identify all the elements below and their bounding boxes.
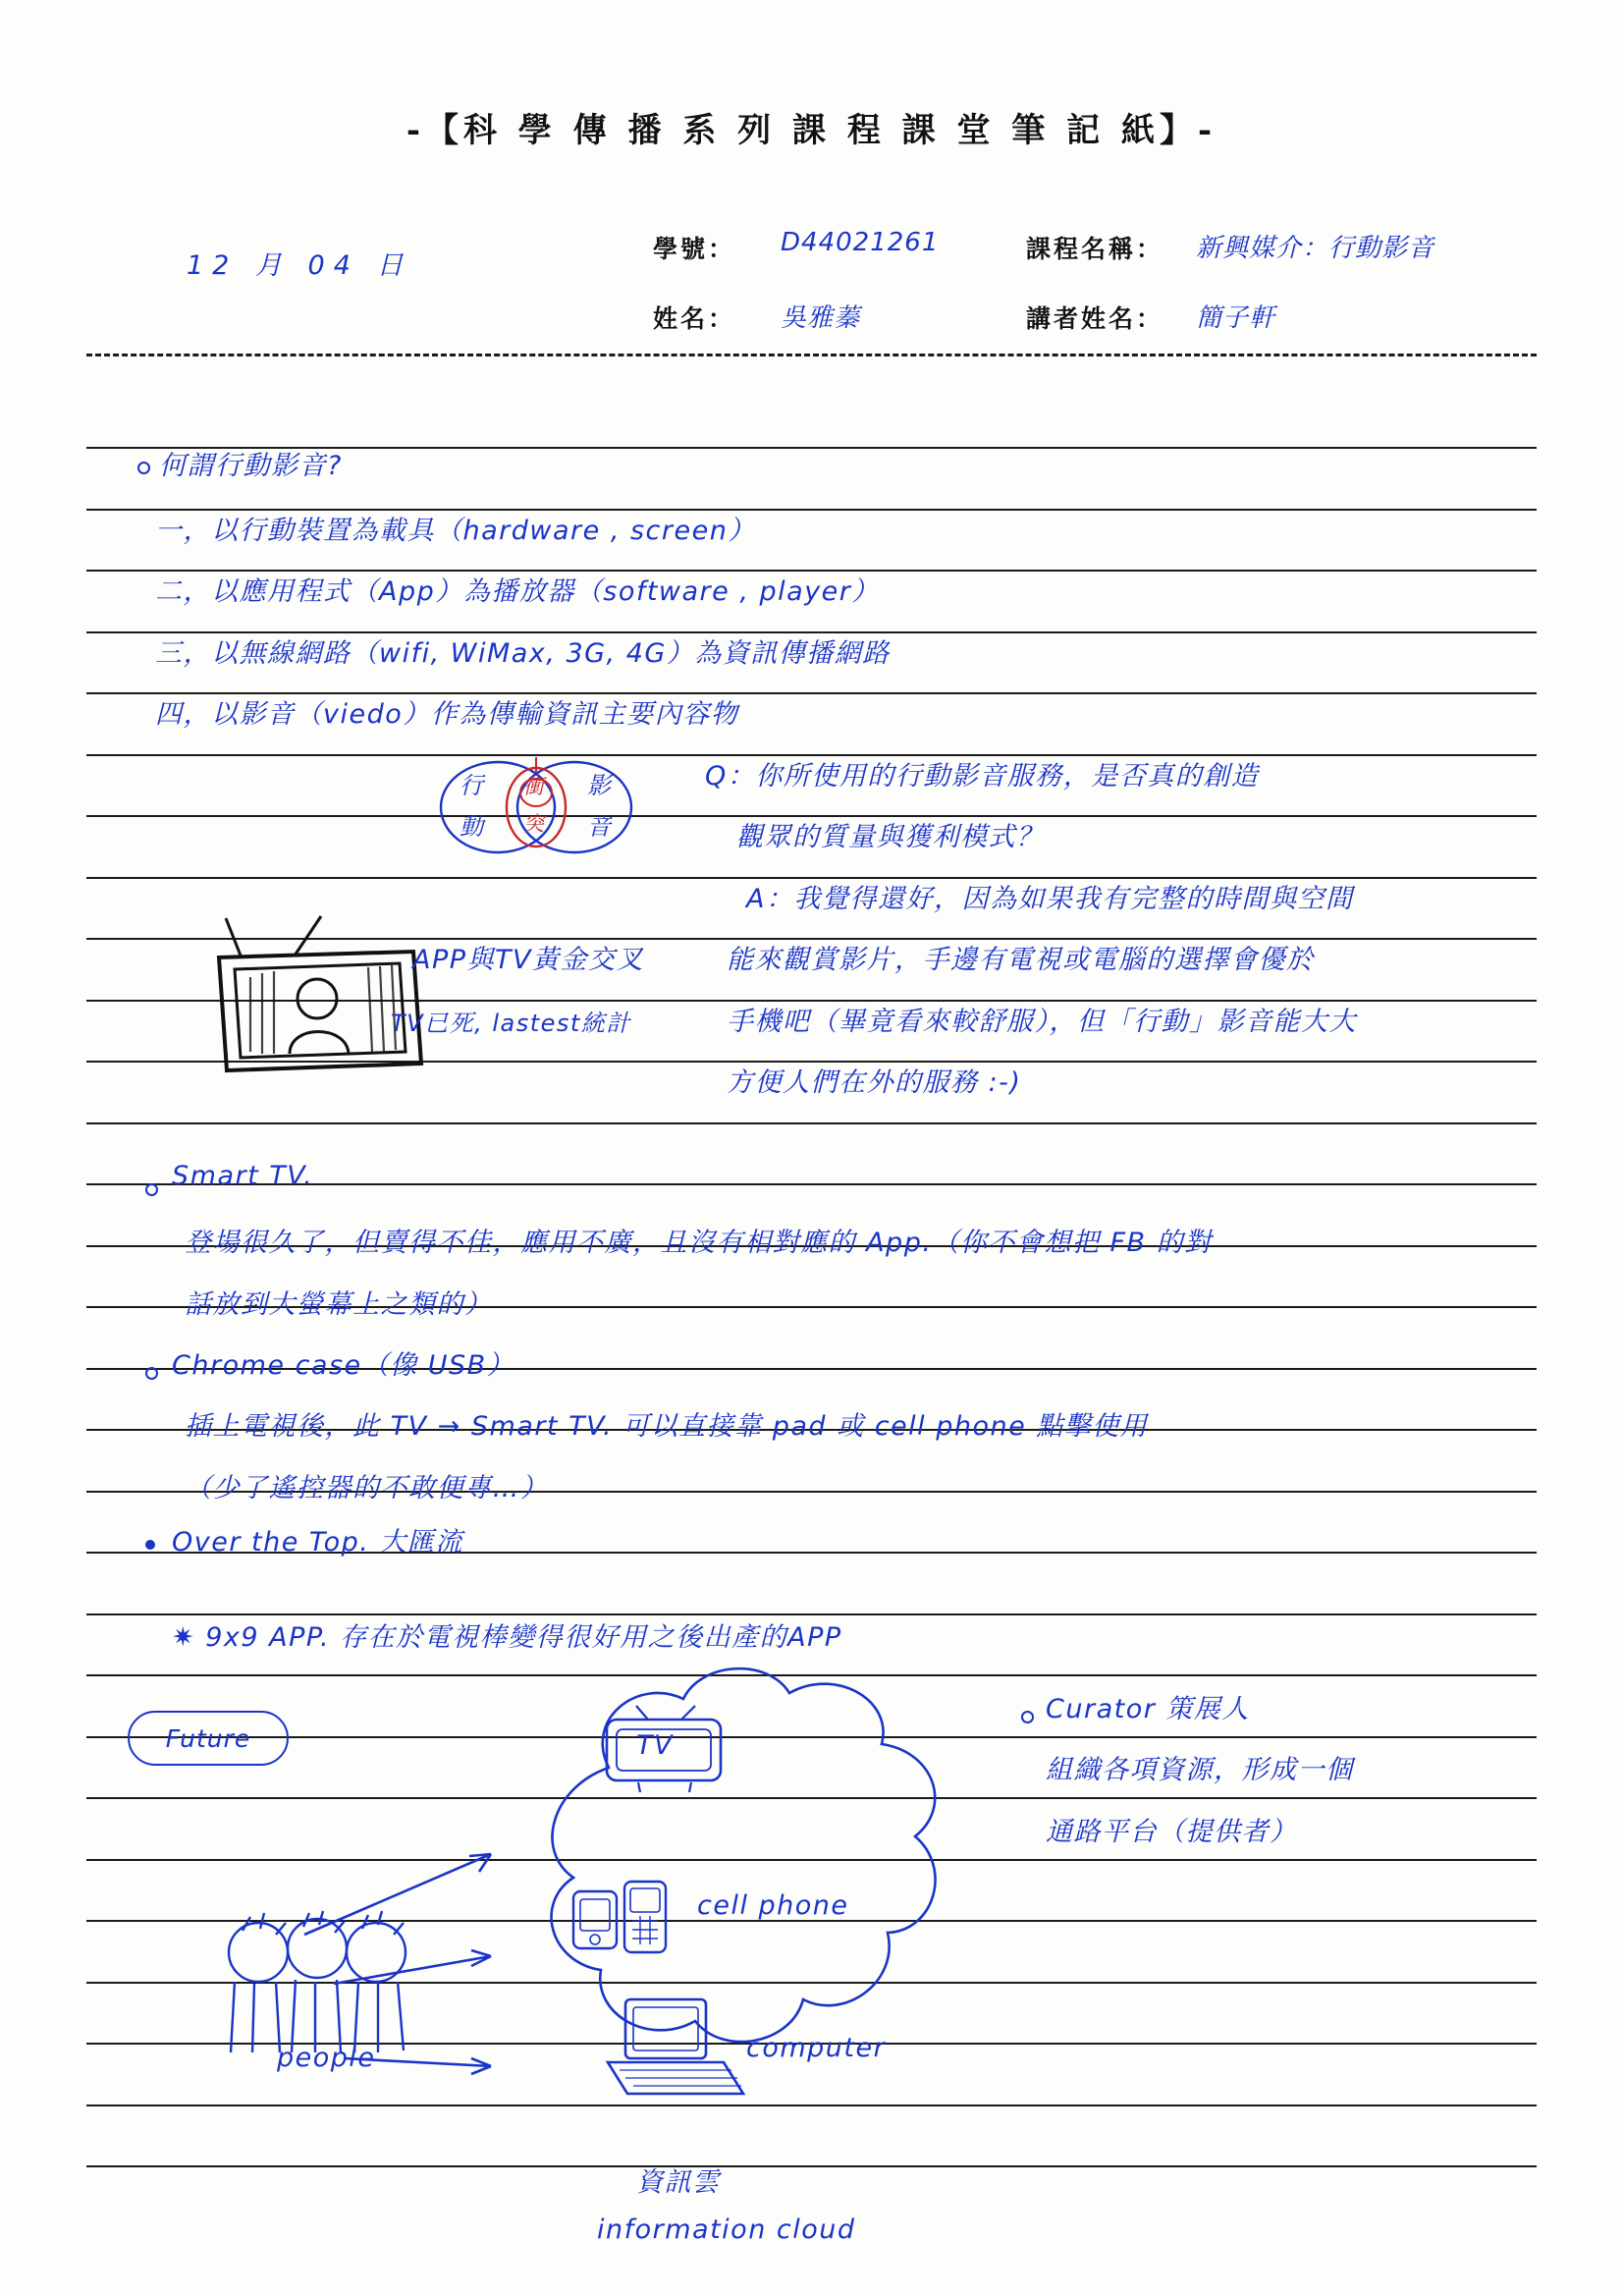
computer-icon [594,1994,751,2106]
name-value: 吳雅蓁 [781,303,861,333]
note-bullet-smart-tv: Smart TV. [172,1161,314,1191]
bullet-icon [145,1183,158,1196]
note-line-1-2: 二，以應用程式（App）為播放器（software , player） [155,576,880,607]
future-label: Future [128,1711,289,1766]
bullet-icon [1021,1711,1034,1723]
qa-answer-line-1: A：我覺得還好，因為如果我有完整的時間與空間 [746,884,1354,914]
note-line-1-3: 三，以無線網路（wifi, WiMax, 3G, 4G）為資訊傳播網路 [155,638,891,669]
computer-label: computer [746,2033,887,2063]
note-line-2-2: 話放到大螢幕上之類的） [185,1289,493,1320]
people-label: people [277,2043,376,2073]
cloud-tv-label: TV [636,1730,674,1761]
course-label: 課程名稱： [1026,235,1164,263]
circle-word-3: 音 [587,813,613,841]
qa-answer-line-4: 方便人們在外的服務 :-) [727,1067,1022,1098]
name-label: 姓名： [653,304,736,333]
note-star-line: ✷ 9x9 APP. 存在於電視棒變得很好用之後出產的APP [172,1622,842,1653]
bullet-icon [145,1540,155,1550]
qa-answer-line-3: 手機吧（畢竟看來較舒服），但「行動」影音能大大 [727,1007,1357,1037]
cloud-label-zh: 資訊雲 [636,2167,721,2198]
note-line-2-3: 插上電視後，此 TV → Smart TV. 可以直接靠 pad 或 cell phone 點擊使用 [185,1411,1149,1442]
curator-line-3: 通路平台（提供者） [1046,1817,1298,1847]
cloud-label-en: information cloud [597,2214,856,2245]
bullet-icon [137,462,150,474]
circle-word-4: 衝 [523,775,546,798]
header-separator [86,354,1537,356]
note-bullet-chrome-case: Chrome case（像 USB） [172,1350,515,1381]
qa-question-line-2: 觀眾的質量與獲利模式？ [736,822,1045,852]
course-value: 新興媒介：行動影音 [1196,234,1435,263]
cell-phone-label: cell phone [697,1890,849,1921]
note-line-1-1: 一，以行動裝置為載具（hardware , screen） [155,516,756,546]
speaker-value: 簡子軒 [1196,303,1276,333]
circle-word-2: 影 [587,772,613,799]
qa-question-line-1: Q：你所使用的行動影音服務，是否真的創造 [705,761,1260,792]
tv-caption-2: TV已死, lastest統計 [391,1010,631,1037]
curator-line-2: 組織各項資源，形成一個 [1046,1755,1354,1785]
rule-line [86,1122,1537,1124]
note-heading-1: 何謂行動影音? [159,451,343,481]
cell-phone-icon [568,1878,685,1956]
qa-answer-line-2: 能來觀賞影片，手邊有電視或電腦的選擇會優於 [727,945,1315,975]
note-line-2-4: （少了遙控器的不敢便專…） [185,1473,549,1503]
speaker-label: 講者姓名： [1026,304,1164,333]
bullet-icon [145,1367,158,1380]
curator-line-1: Curator 策展人 [1046,1694,1250,1724]
circle-word-5: 突 [523,812,546,836]
page-title: -【科 學 傳 播 系 列 課 程 課 堂 筆 記 紙】- [406,111,1217,150]
date-field: 12 月 04 日 [187,250,412,281]
circle-word-0: 行 [460,772,485,799]
student-id-value: D44021261 [781,228,940,257]
note-bullet-ott: Over the Top. 大匯流 [172,1527,463,1558]
tv-sketch-icon [211,908,437,1080]
circle-word-1: 動 [460,813,485,841]
note-line-2-1: 登場很久了，但賣得不佳，應用不廣，且沒有相對應的 App.（你不會想把 FB 的對 [185,1228,1213,1258]
student-id-label: 學號： [653,235,736,263]
tv-caption-1: APP與TV黃金交叉 [412,945,644,975]
note-line-1-4: 四，以影音（viedo）作為傳輸資訊主要內容物 [155,699,739,730]
